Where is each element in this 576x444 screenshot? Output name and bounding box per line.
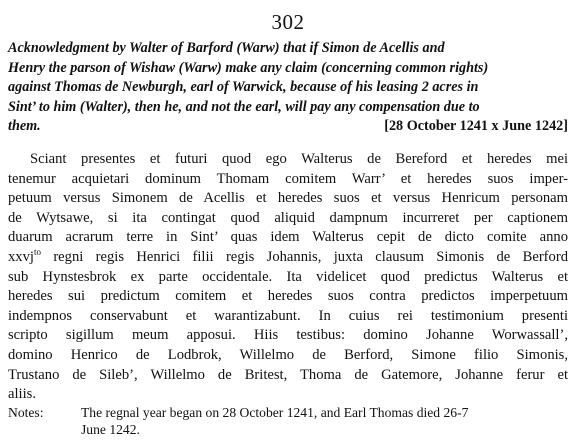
text-line: de Wytsawe, si ita contingat quod aliquid dampnum incurreret per captionem <box>8 209 568 226</box>
headnote-line: them. <box>8 118 41 134</box>
headnote-line: against Thomas de Newburgh, earl of Warwick, because of his leasing 2 acres in <box>8 79 479 95</box>
headnote-line: Sint’ to him (Walter), then he, and not the earl, will pay any compensation due to <box>8 98 480 115</box>
notes-body <box>81 405 568 438</box>
headnote <box>8 39 568 137</box>
text-line: tenemur acquietari dominum Thomam comitem Warr’ et heredes suos imper- <box>8 170 568 187</box>
text-line: scripto sigillum meum apposui. Hiis testibus: domino Johanne Worwassall’, <box>8 327 568 344</box>
page-number: 302 <box>271 10 305 34</box>
text-line: domino Henrico de Lodbrok, Willelmo de Berford, Simone filio Simonis, <box>8 346 568 363</box>
notes-line: The regnal year began on 28 October 1241, and Earl Thomas died 26-7 <box>81 405 469 420</box>
text-line: duarum acrarum terre in Sint’ quas idem Walterus cepit de dicto comite anno <box>8 229 568 246</box>
text-line: sub Hynstesbrok ex parte occidentale. Ita videlicet quod predictus Walterus et <box>8 268 568 285</box>
charter-text <box>8 150 568 405</box>
headnote-last-line <box>8 117 568 137</box>
regnal-year-superscript: to <box>33 247 41 258</box>
headnote-line: Henry the parson of Wishaw (Warw) make any claim (concerning common rights) <box>8 59 489 76</box>
document-date: [28 October 1241 x June 1242] <box>384 118 568 134</box>
text-line: Sciant presentes et futuri quod ego Walterus de Bereford et heredes mei <box>30 151 568 167</box>
headnote-line: Acknowledgment by Walter of Barford (Warw) that if Simon de Acellis and <box>8 40 445 56</box>
text-line-regnal-year <box>8 248 568 268</box>
text-line: indempnos conservabunt et warantizabunt. In cuius rei testimonium presenti <box>8 307 568 324</box>
regnal-year-number: xxvj <box>8 248 34 265</box>
text-line-last: aliis. <box>8 386 36 403</box>
notes-label: Notes: <box>8 405 44 420</box>
text-line: Trustano de Sileb’, Willelmo de Britest, Thoma de Gatemore, Johanne ferur et <box>8 366 568 383</box>
notes-line: June 1242. <box>81 421 140 437</box>
text-line-continuation: regni regis Henrici filii regis Johannis, juxta clausum Simonis de Berford <box>40 248 568 265</box>
text-line: petuum versus Simonem de Acellis et heredes suos et versus Henricum personam <box>8 190 568 207</box>
text-line: heredes sui predictum comitem et heredes suos contra predictos imperpetuum <box>8 288 568 305</box>
